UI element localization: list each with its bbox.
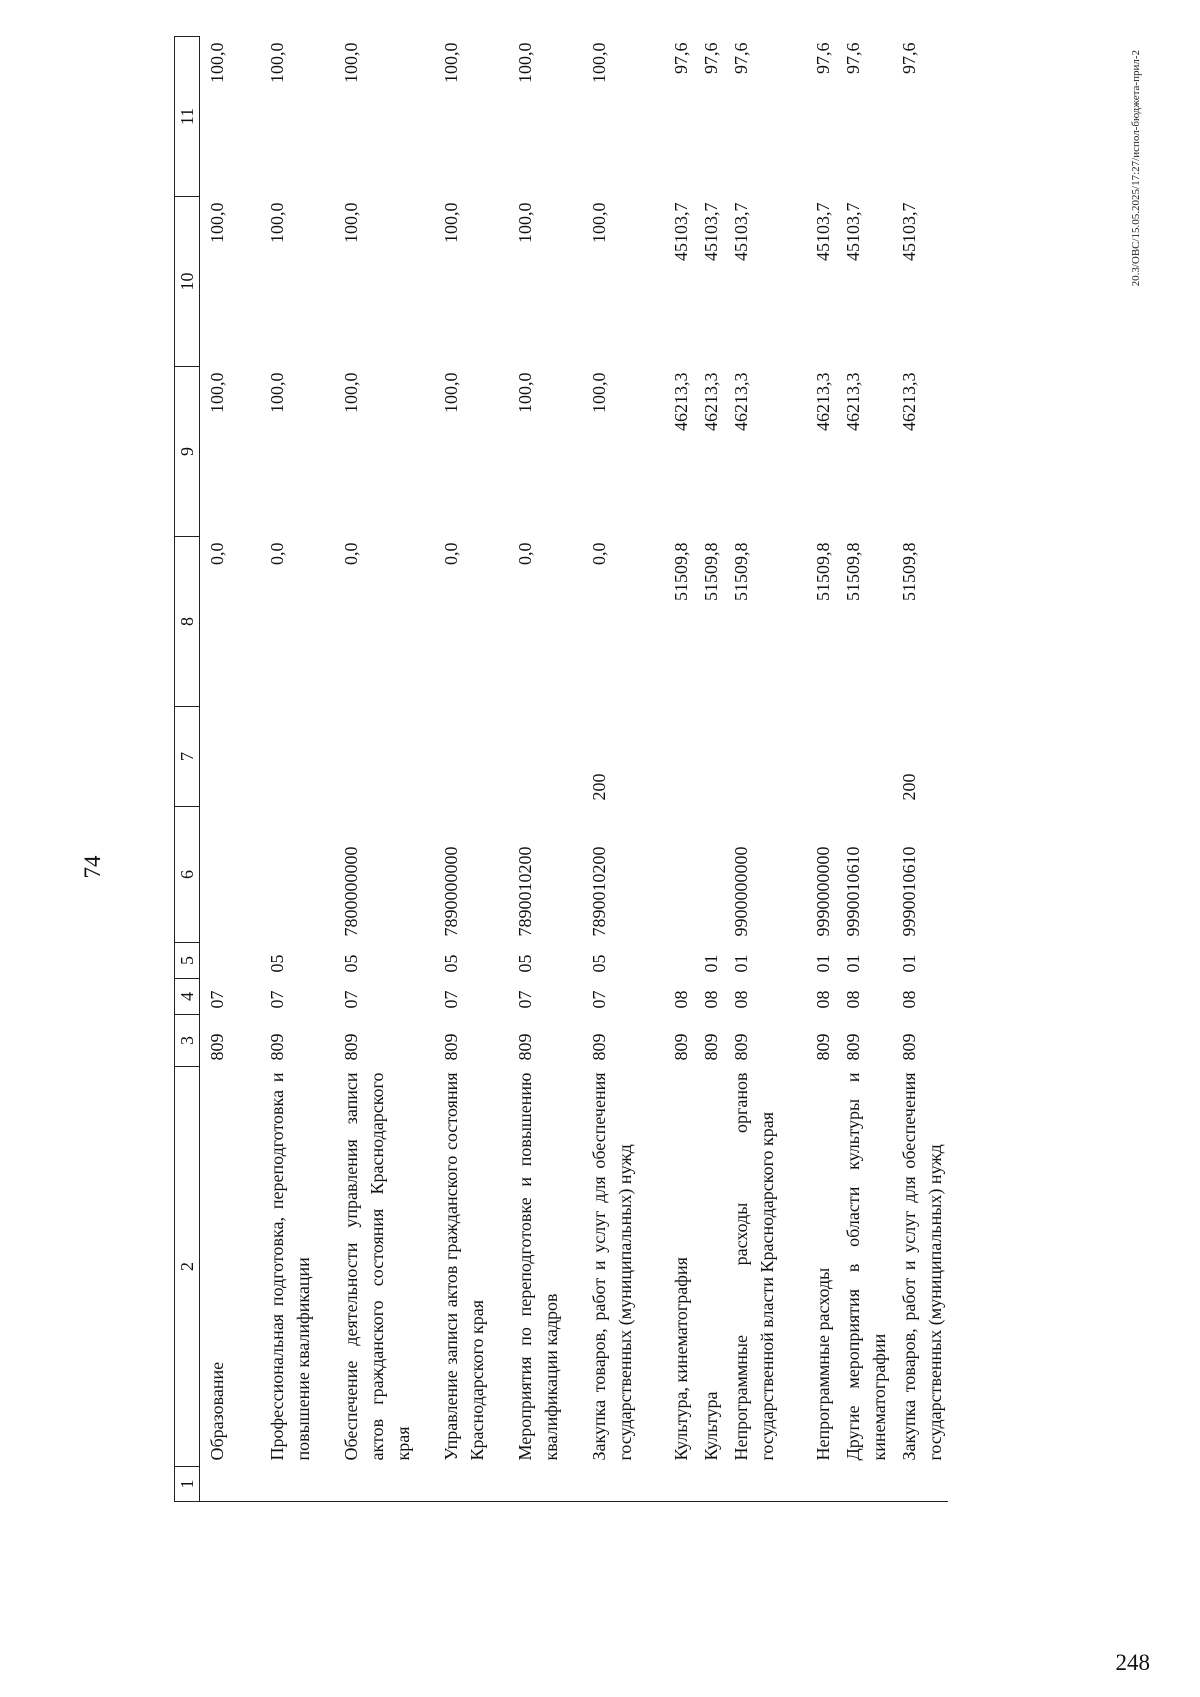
table-cell-c9: 46213,3 (671, 372, 691, 431)
table-row (664, 37, 694, 1502)
table-row (260, 37, 316, 1502)
row-spacer (416, 37, 434, 1502)
table-cell-c8: 51509,8 (843, 542, 863, 601)
table-cell-c4: 08 (701, 990, 721, 1009)
table-cell-c4: 07 (441, 990, 461, 1009)
table-cell-c5: 05 (267, 954, 287, 973)
table-cell-c8: 0,0 (589, 542, 609, 565)
table-cell-c8: 51509,8 (731, 542, 751, 601)
table-cell-c7 (836, 707, 892, 807)
table-cell-c8: 0,0 (515, 542, 535, 565)
table-cell-c9: 100,0 (200, 367, 231, 537)
table-cell-c7 (664, 707, 694, 807)
table-cell-c11: 100,0 (341, 42, 361, 83)
header-row (175, 37, 200, 1502)
table-cell-c10: 45103,7 (671, 202, 691, 261)
table-cell-c11: 97,6 (899, 42, 919, 74)
table-cell-c9: 46213,3 (731, 372, 751, 431)
table-cell-c1 (260, 1467, 316, 1502)
table-cell-c1 (724, 1467, 780, 1502)
sheet-number: 248 (1115, 1650, 1150, 1675)
table-cell-c6: 9990010610 (843, 846, 863, 937)
table-cell-c8: 51509,8 (899, 542, 919, 601)
table-cell-c10: 100,0 (341, 202, 361, 243)
column-header: 11 (175, 37, 200, 197)
table-row (694, 37, 724, 1502)
table-cell-c11: 97,6 (813, 42, 833, 74)
table-cell-c6: 7890010200 (589, 846, 609, 937)
table-cell-c9: 100,0 (267, 372, 287, 413)
table-cell-c5: 01 (843, 954, 863, 973)
table-cell-c6: 7800000000 (341, 846, 361, 937)
table-row (836, 37, 892, 1502)
table-cell-c4: 08 (813, 990, 833, 1009)
table-cell-c3: 809 (671, 1033, 691, 1061)
column-header: 10 (175, 197, 200, 367)
table-cell-c11: 97,6 (701, 42, 721, 74)
spacer-cell (230, 37, 260, 1502)
table-cell-c7 (508, 707, 564, 807)
table-cell-c10: 45103,7 (899, 202, 919, 261)
table-cell-c1 (664, 1467, 694, 1502)
table-cell-c11: 97,6 (843, 42, 863, 74)
table-cell-c5: 01 (731, 954, 751, 973)
table-cell-c6: 9990010610 (899, 846, 919, 937)
table-cell-c2: Культура (701, 1391, 721, 1461)
table-cell-c2: Управление записи актов гражданского состояния Краснодарского края (441, 1072, 487, 1461)
table-cell-c7 (724, 707, 780, 807)
table-cell-c11: 97,6 (731, 42, 751, 74)
table-cell-c5 (664, 943, 694, 979)
table-cell-c2: Непрограммные расходы (813, 1267, 833, 1461)
table-cell-c2: Профессиональная подготовка, переподготовка и повышение квалификации (267, 1072, 313, 1461)
footer-stamp: 20.3/ОВС/15.05.2025/17:27/испол-бюджета-прил-2 (1130, 50, 1142, 287)
table-cell-c4: 07 (515, 990, 535, 1009)
table-cell-c8: 0,0 (441, 542, 461, 565)
table-cell-c5: 05 (441, 954, 461, 973)
column-header: 7 (175, 707, 200, 807)
table-cell-c4: 08 (731, 990, 751, 1009)
table-cell-c5: 01 (813, 954, 833, 973)
table-cell-c8: 51509,8 (813, 542, 833, 601)
table-cell-c7 (806, 707, 836, 807)
table-row (892, 37, 948, 1502)
table-cell-c10: 45103,7 (731, 202, 751, 261)
table-cell-c10: 100,0 (589, 202, 609, 243)
table-cell-c6: 7890010200 (515, 846, 535, 937)
table-cell-c4: 07 (589, 990, 609, 1009)
table-cell-c3: 809 (843, 1033, 863, 1061)
table-cell-c1 (508, 1467, 564, 1502)
table-row (200, 37, 231, 1502)
table-cell-c9: 46213,3 (843, 372, 863, 431)
table-cell-c6 (664, 807, 694, 943)
table-cell-c8: 0,0 (341, 542, 361, 565)
column-header: 2 (175, 1067, 200, 1467)
table-cell-c3: 809 (899, 1033, 919, 1061)
table-cell-c11: 100,0 (441, 42, 461, 83)
table-cell-c6 (694, 807, 724, 943)
table-cell-c9: 100,0 (515, 372, 535, 413)
table-cell-c7: 200 (899, 773, 919, 801)
table-cell-c3: 809 (589, 1033, 609, 1061)
spacer-cell (490, 37, 508, 1502)
table-cell-c1 (694, 1467, 724, 1502)
table-cell-c8: 51509,8 (671, 542, 691, 601)
row-spacer (564, 37, 582, 1502)
table-cell-c7 (334, 707, 416, 807)
table-cell-c5 (200, 943, 231, 979)
table-cell-c2: Культура, кинематография (671, 1257, 691, 1461)
table-cell-c6 (260, 807, 316, 943)
table-cell-c2: Другие мероприятия в области культуры и кинематографии (843, 1072, 889, 1461)
column-header: 1 (175, 1467, 200, 1502)
table-cell-c9: 46213,3 (701, 372, 721, 431)
table-cell-c10: 100,0 (200, 197, 231, 367)
table-cell-c11: 100,0 (200, 37, 231, 197)
row-spacer (780, 37, 806, 1502)
table-cell-c10: 100,0 (441, 202, 461, 243)
table-row (724, 37, 780, 1502)
table-cell-c3: 809 (441, 1033, 461, 1061)
table-cell-c7: 200 (589, 773, 609, 801)
table-cell-c8: 0,0 (267, 542, 287, 565)
table-cell-c1 (334, 1467, 416, 1502)
table-cell-c6: 7890000000 (441, 846, 461, 937)
table-cell-c7 (694, 707, 724, 807)
table-cell-c11: 100,0 (515, 42, 535, 83)
table-cell-c10: 45103,7 (701, 202, 721, 261)
table-cell-c2: Мероприятия по переподготовке и повышению квалификации кадров (515, 1072, 561, 1461)
table-cell-c1 (836, 1467, 892, 1502)
table-cell-c8: 51509,8 (701, 542, 721, 601)
table-cell-c11: 97,6 (671, 42, 691, 74)
table-cell-c4: 08 (899, 990, 919, 1009)
table-body (200, 37, 949, 1502)
spacer-cell (638, 37, 664, 1502)
row-spacer (230, 37, 260, 1502)
row-spacer (490, 37, 508, 1502)
table-cell-c3: 809 (267, 1033, 287, 1061)
table-cell-c4: 07 (341, 990, 361, 1009)
spacer-cell (316, 37, 334, 1502)
table-cell-c3: 809 (813, 1033, 833, 1061)
table-cell-c4: 07 (200, 979, 231, 1015)
table-cell-c10: 100,0 (267, 202, 287, 243)
table-cell-c9: 100,0 (341, 372, 361, 413)
table-cell-c11: 100,0 (267, 42, 287, 83)
column-header: 6 (175, 807, 200, 943)
table-cell-c10: 45103,7 (843, 202, 863, 261)
table-cell-c7 (200, 707, 231, 807)
table-cell-c9: 46213,3 (813, 372, 833, 431)
table-row (334, 37, 416, 1502)
table-cell-c1 (806, 1467, 836, 1502)
spacer-cell (564, 37, 582, 1502)
table-cell-c5: 01 (701, 954, 721, 973)
table-cell-c2: Закупка товаров, работ и услуг для обеспечения государственных (муниципальных) нужд (899, 1072, 945, 1461)
table-cell-c6: 9900000000 (731, 846, 751, 937)
table-cell-c2: Обеспечение деятельности управления записи актов гражданского состояния Краснодарского края (341, 1072, 413, 1461)
table-cell-c2: Образование (200, 1067, 231, 1467)
table-cell-c2: Непрограммные расходы органов государственной власти Краснодарского края (731, 1072, 777, 1461)
table-row (508, 37, 564, 1502)
budget-table (174, 36, 948, 1502)
table-cell-c1 (434, 1467, 490, 1502)
table-cell-c5: 05 (515, 954, 535, 973)
page-number: 74 (80, 855, 105, 879)
spacer-cell (780, 37, 806, 1502)
table-row (582, 37, 638, 1502)
column-header: 9 (175, 367, 200, 537)
column-header: 4 (175, 979, 200, 1015)
table-cell-c5: 05 (341, 954, 361, 973)
table-cell-c4: 08 (671, 990, 691, 1009)
table-cell-c9: 100,0 (441, 372, 461, 413)
table-cell-c3: 809 (731, 1033, 751, 1061)
table-cell-c11: 100,0 (589, 42, 609, 83)
table-cell-c5: 05 (589, 954, 609, 973)
table-row (806, 37, 836, 1502)
table-cell-c4: 07 (267, 990, 287, 1009)
table-cell-c9: 100,0 (589, 372, 609, 413)
column-header: 5 (175, 943, 200, 979)
table-row (434, 37, 490, 1502)
table-cell-c1 (582, 1467, 638, 1502)
table-cell-c8: 0,0 (200, 537, 231, 707)
table-cell-c5: 01 (899, 954, 919, 973)
row-spacer (638, 37, 664, 1502)
table-cell-c3: 809 (200, 1015, 231, 1067)
table-cell-c1 (200, 1467, 231, 1502)
table-cell-c10: 45103,7 (813, 202, 833, 261)
table-cell-c10: 100,0 (515, 202, 535, 243)
table-cell-c6: 9990000000 (813, 846, 833, 937)
column-header: 3 (175, 1015, 200, 1067)
table-cell-c3: 809 (701, 1033, 721, 1061)
table-cell-c1 (892, 1467, 948, 1502)
table-cell-c2: Закупка товаров, работ и услуг для обеспечения государственных (муниципальных) нужд (589, 1072, 635, 1461)
table-cell-c9: 46213,3 (899, 372, 919, 431)
row-spacer (316, 37, 334, 1502)
table-cell-c3: 809 (515, 1033, 535, 1061)
column-header: 8 (175, 537, 200, 707)
table-cell-c6 (200, 807, 231, 943)
table-cell-c7 (434, 707, 490, 807)
table-cell-c3: 809 (341, 1033, 361, 1061)
table-cell-c4: 08 (843, 990, 863, 1009)
table-cell-c7 (260, 707, 316, 807)
spacer-cell (416, 37, 434, 1502)
